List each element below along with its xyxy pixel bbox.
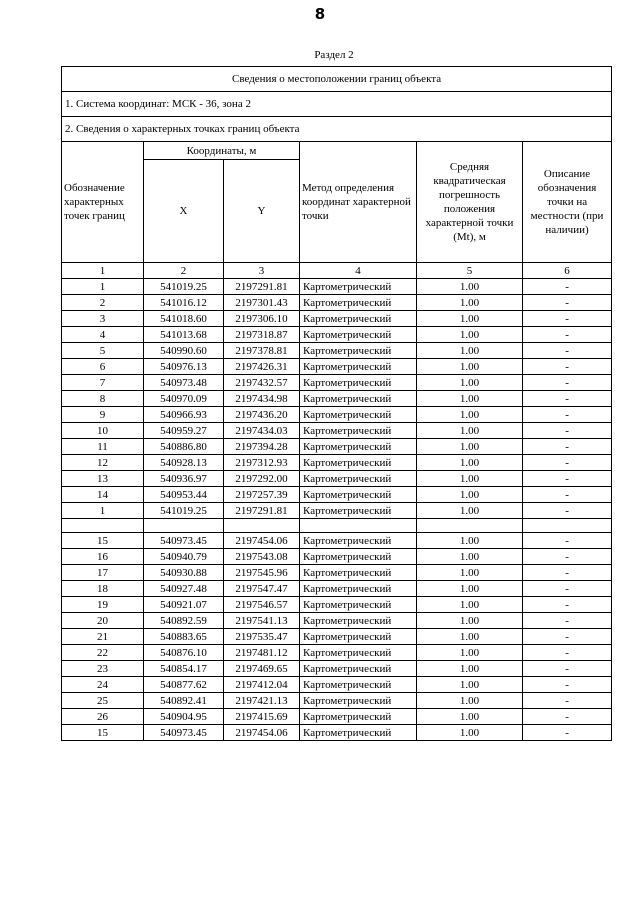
- description-cell: -: [523, 693, 612, 709]
- coord-x: 540854.17: [144, 661, 224, 677]
- method-cell: Картометрический: [300, 343, 417, 359]
- point-number: 15: [62, 725, 144, 741]
- error-cell: 1.00: [417, 359, 523, 375]
- error-cell: 1.00: [417, 279, 523, 295]
- coord-y: 2197546.57: [224, 597, 300, 613]
- method-cell: Картометрический: [300, 597, 417, 613]
- description-cell: -: [523, 503, 612, 519]
- description-cell: -: [523, 597, 612, 613]
- method-cell: Картометрический: [300, 471, 417, 487]
- section-title: Раздел 2: [314, 49, 354, 61]
- coord-x: 540877.62: [144, 677, 224, 693]
- coord-y: 2197292.00: [224, 471, 300, 487]
- header-description: Описание обозначения точки на местности (при наличии): [523, 142, 612, 263]
- method-cell: Картометрический: [300, 407, 417, 423]
- coord-x: 540886.80: [144, 439, 224, 455]
- coord-y: 2197454.06: [224, 533, 300, 549]
- table-row: [62, 645, 612, 661]
- column-number: 1: [62, 263, 144, 279]
- error-cell: 1.00: [417, 725, 523, 741]
- point-number: 22: [62, 645, 144, 661]
- coord-x: 540936.97: [144, 471, 224, 487]
- coord-y: 2197541.13: [224, 613, 300, 629]
- point-number: 4: [62, 327, 144, 343]
- error-cell: 1.00: [417, 503, 523, 519]
- table-row: [62, 629, 612, 645]
- coord-x: 541016.12: [144, 295, 224, 311]
- table-row: [62, 549, 612, 565]
- method-cell: Картометрический: [300, 391, 417, 407]
- table-row: [62, 533, 612, 549]
- table-row: [62, 359, 612, 375]
- coord-y: 2197434.03: [224, 423, 300, 439]
- method-cell: Картометрический: [300, 423, 417, 439]
- error-cell: 1.00: [417, 661, 523, 677]
- point-number: 25: [62, 693, 144, 709]
- point-number: 8: [62, 391, 144, 407]
- point-number: 1: [62, 503, 144, 519]
- coord-x: 540927.48: [144, 581, 224, 597]
- error-cell: 1.00: [417, 311, 523, 327]
- coord-x: 541019.25: [144, 279, 224, 295]
- table-title: Сведения о местоположении границ объекта: [62, 67, 612, 92]
- coord-y: 2197454.06: [224, 725, 300, 741]
- table-row: [62, 725, 612, 741]
- coord-x: 540904.95: [144, 709, 224, 725]
- error-cell: 1.00: [417, 549, 523, 565]
- coord-y: 2197469.65: [224, 661, 300, 677]
- point-number: 20: [62, 613, 144, 629]
- description-cell: -: [523, 327, 612, 343]
- table-row: [62, 503, 612, 519]
- coord-y: 2197543.08: [224, 549, 300, 565]
- error-cell: 1.00: [417, 295, 523, 311]
- coord-x: 540940.79: [144, 549, 224, 565]
- method-cell: Картометрический: [300, 549, 417, 565]
- description-cell: -: [523, 613, 612, 629]
- coord-y: 2197291.81: [224, 503, 300, 519]
- coord-y: 2197434.98: [224, 391, 300, 407]
- coord-x: 540883.65: [144, 629, 224, 645]
- error-cell: 1.00: [417, 487, 523, 503]
- method-cell: Картометрический: [300, 375, 417, 391]
- table-row: [62, 693, 612, 709]
- coord-y: 2197412.04: [224, 677, 300, 693]
- page-number: 8: [314, 5, 326, 23]
- error-cell: 1.00: [417, 343, 523, 359]
- point-number: 14: [62, 487, 144, 503]
- coord-y: 2197432.57: [224, 375, 300, 391]
- coord-x: 540892.59: [144, 613, 224, 629]
- error-cell: 1.00: [417, 533, 523, 549]
- coord-y: 2197481.12: [224, 645, 300, 661]
- description-cell: -: [523, 455, 612, 471]
- column-number: 5: [417, 263, 523, 279]
- error-cell: 1.00: [417, 709, 523, 725]
- header-method: Метод определения координат характерной точки: [300, 142, 417, 263]
- table-row: [62, 439, 612, 455]
- table-row: [62, 613, 612, 629]
- table-row: [62, 295, 612, 311]
- point-number: 17: [62, 565, 144, 581]
- description-cell: -: [523, 375, 612, 391]
- coord-x: 540921.07: [144, 597, 224, 613]
- point-number: 21: [62, 629, 144, 645]
- description-cell: -: [523, 391, 612, 407]
- header-x: X: [144, 160, 224, 263]
- error-cell: 1.00: [417, 565, 523, 581]
- table-row: [62, 407, 612, 423]
- description-cell: -: [523, 295, 612, 311]
- description-cell: -: [523, 311, 612, 327]
- error-cell: 1.00: [417, 375, 523, 391]
- description-cell: -: [523, 581, 612, 597]
- table-row: [62, 455, 612, 471]
- point-number: 16: [62, 549, 144, 565]
- column-number: 4: [300, 263, 417, 279]
- coord-x: 541018.60: [144, 311, 224, 327]
- error-cell: 1.00: [417, 581, 523, 597]
- points-section-title: 2. Сведения о характерных точках границ объекта: [62, 117, 612, 142]
- error-cell: 1.00: [417, 629, 523, 645]
- point-number: 13: [62, 471, 144, 487]
- coord-x: 540930.88: [144, 565, 224, 581]
- coord-y: 2197535.47: [224, 629, 300, 645]
- description-cell: -: [523, 549, 612, 565]
- coord-x: 540990.60: [144, 343, 224, 359]
- point-number: 3: [62, 311, 144, 327]
- table-row: [62, 661, 612, 677]
- method-cell: Картометрический: [300, 327, 417, 343]
- point-number: 15: [62, 533, 144, 549]
- description-cell: -: [523, 279, 612, 295]
- coord-y: 2197301.43: [224, 295, 300, 311]
- header-error: Средняя квадратическая погрешность положения характерной точки (Mt), м: [417, 142, 523, 263]
- method-cell: Картометрический: [300, 279, 417, 295]
- coord-y: 2197257.39: [224, 487, 300, 503]
- coord-x: 540876.10: [144, 645, 224, 661]
- error-cell: 1.00: [417, 613, 523, 629]
- description-cell: -: [523, 661, 612, 677]
- point-number: 24: [62, 677, 144, 693]
- column-number: 3: [224, 263, 300, 279]
- coord-x: 540976.13: [144, 359, 224, 375]
- coord-x: 540892.41: [144, 693, 224, 709]
- coord-y: 2197421.13: [224, 693, 300, 709]
- coord-x: 540973.45: [144, 725, 224, 741]
- error-cell: 1.00: [417, 471, 523, 487]
- coord-x: 540973.48: [144, 375, 224, 391]
- coord-x: 540973.45: [144, 533, 224, 549]
- error-cell: 1.00: [417, 677, 523, 693]
- coord-x: 540966.93: [144, 407, 224, 423]
- description-cell: -: [523, 645, 612, 661]
- error-cell: 1.00: [417, 693, 523, 709]
- method-cell: Картометрический: [300, 565, 417, 581]
- method-cell: Картометрический: [300, 311, 417, 327]
- description-cell: -: [523, 487, 612, 503]
- description-cell: -: [523, 533, 612, 549]
- table-row: [62, 487, 612, 503]
- coord-x: 541019.25: [144, 503, 224, 519]
- point-number: 2: [62, 295, 144, 311]
- coord-y: 2197318.87: [224, 327, 300, 343]
- error-cell: 1.00: [417, 407, 523, 423]
- table-row: [62, 391, 612, 407]
- description-cell: -: [523, 423, 612, 439]
- coord-y: 2197306.10: [224, 311, 300, 327]
- error-cell: 1.00: [417, 439, 523, 455]
- coord-y: 2197378.81: [224, 343, 300, 359]
- table-row: [62, 343, 612, 359]
- method-cell: Картометрический: [300, 661, 417, 677]
- coord-y: 2197394.28: [224, 439, 300, 455]
- description-cell: -: [523, 565, 612, 581]
- coord-y: 2197415.69: [224, 709, 300, 725]
- coord-x: 540959.27: [144, 423, 224, 439]
- description-cell: -: [523, 343, 612, 359]
- description-cell: -: [523, 709, 612, 725]
- coord-y: 2197436.20: [224, 407, 300, 423]
- method-cell: Картометрический: [300, 503, 417, 519]
- method-cell: Картометрический: [300, 693, 417, 709]
- table-row: [62, 311, 612, 327]
- point-number: 7: [62, 375, 144, 391]
- column-number: 2: [144, 263, 224, 279]
- description-cell: -: [523, 677, 612, 693]
- point-number: 10: [62, 423, 144, 439]
- point-number: 26: [62, 709, 144, 725]
- coord-y: 2197426.31: [224, 359, 300, 375]
- error-cell: 1.00: [417, 645, 523, 661]
- method-cell: Картометрический: [300, 439, 417, 455]
- error-cell: 1.00: [417, 597, 523, 613]
- method-cell: Картометрический: [300, 581, 417, 597]
- coord-y: 2197291.81: [224, 279, 300, 295]
- method-cell: Картометрический: [300, 455, 417, 471]
- description-cell: -: [523, 407, 612, 423]
- point-number: 18: [62, 581, 144, 597]
- point-number: 19: [62, 597, 144, 613]
- method-cell: Картометрический: [300, 709, 417, 725]
- point-number: 5: [62, 343, 144, 359]
- point-number: 12: [62, 455, 144, 471]
- table-row: [62, 375, 612, 391]
- coord-y: 2197545.96: [224, 565, 300, 581]
- method-cell: Картометрический: [300, 533, 417, 549]
- point-number: 6: [62, 359, 144, 375]
- point-number: 11: [62, 439, 144, 455]
- table-row: [62, 581, 612, 597]
- boundary-table: [61, 66, 612, 741]
- error-cell: 1.00: [417, 455, 523, 471]
- table-row: [62, 279, 612, 295]
- point-number: 23: [62, 661, 144, 677]
- method-cell: Картометрический: [300, 677, 417, 693]
- coordinate-system: 1. Система координат: МСК - 36, зона 2: [62, 92, 612, 117]
- table-row: [62, 709, 612, 725]
- method-cell: Картометрический: [300, 295, 417, 311]
- coord-x: 540953.44: [144, 487, 224, 503]
- table-row: [62, 565, 612, 581]
- error-cell: 1.00: [417, 423, 523, 439]
- table-row: [62, 597, 612, 613]
- header-coordinates: Координаты, м: [144, 142, 300, 160]
- description-cell: -: [523, 471, 612, 487]
- coord-x: 540928.13: [144, 455, 224, 471]
- method-cell: Картометрический: [300, 613, 417, 629]
- point-number: 9: [62, 407, 144, 423]
- method-cell: Картометрический: [300, 725, 417, 741]
- coord-x: 541013.68: [144, 327, 224, 343]
- method-cell: Картометрический: [300, 629, 417, 645]
- table-row: [62, 327, 612, 343]
- error-cell: 1.00: [417, 391, 523, 407]
- description-cell: -: [523, 359, 612, 375]
- method-cell: Картометрический: [300, 487, 417, 503]
- contour-separator-row: [62, 519, 612, 533]
- column-number: 6: [523, 263, 612, 279]
- description-cell: -: [523, 629, 612, 645]
- description-cell: -: [523, 439, 612, 455]
- table-row: [62, 677, 612, 693]
- coord-x: 540970.09: [144, 391, 224, 407]
- table-row: [62, 471, 612, 487]
- coord-y: 2197312.93: [224, 455, 300, 471]
- method-cell: Картометрический: [300, 645, 417, 661]
- header-y: Y: [224, 160, 300, 263]
- table-row: [62, 423, 612, 439]
- description-cell: -: [523, 725, 612, 741]
- header-designation: Обозначение характерных точек границ: [62, 142, 144, 263]
- coord-y: 2197547.47: [224, 581, 300, 597]
- error-cell: 1.00: [417, 327, 523, 343]
- method-cell: Картометрический: [300, 359, 417, 375]
- point-number: 1: [62, 279, 144, 295]
